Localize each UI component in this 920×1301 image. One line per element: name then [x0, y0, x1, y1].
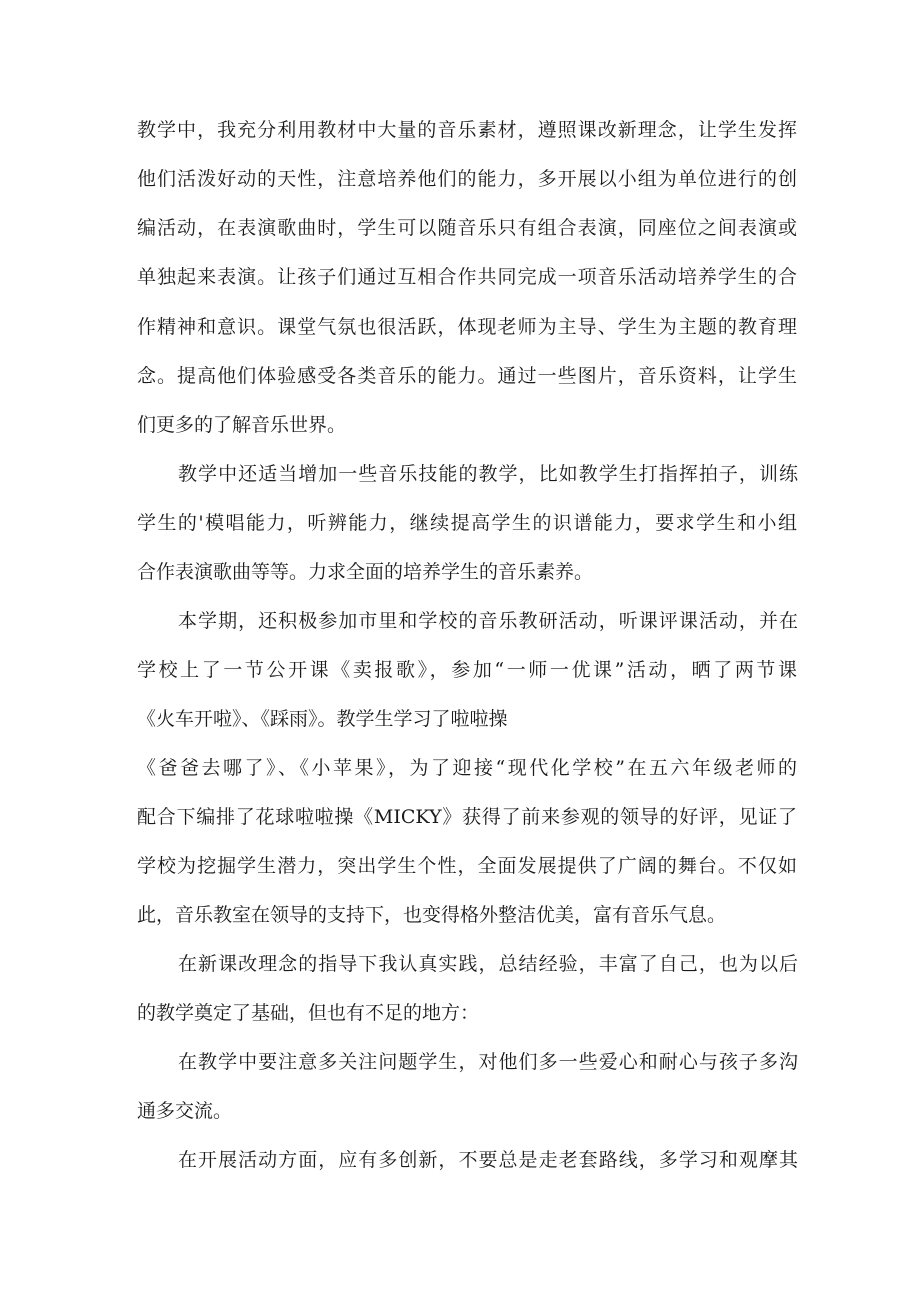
paragraph-first-line: 教学中还适当增加一些音乐技能的教学，比如教学生打指挥拍子，训练	[178, 463, 798, 485]
text-line: 学校为挖掘学生潜力，突出学生个性，全面发展提供了广阔的舞台。不仅如	[137, 855, 797, 877]
text-line: 配合下编排了花球啦啦操《MICKY》获得了前来参观的领导的好评，见证了	[137, 806, 797, 828]
paragraph-first-line: 在新课改理念的指导下我认真实践，总结经验，丰富了自己，也为以后	[178, 953, 798, 975]
text-line: 的教学奠定了基础，但也有不足的地方：	[137, 1002, 480, 1024]
text-line: 教学中，我充分利用教材中大量的音乐素材，遵照课改新理念，让学生发挥	[137, 119, 797, 141]
text-line: 编活动，在表演歌曲时，学生可以随音乐只有组合表演，同座位之间表演或	[137, 217, 797, 239]
text-line: 他们活泼好动的天性，注意培养他们的能力，多开展以小组为单位进行的创	[137, 168, 797, 190]
text-line: 通多交流。	[137, 1100, 233, 1122]
text-line: 念。提高他们体验感受各类音乐的能力。通过一些图片，音乐资料，让学生	[137, 365, 797, 387]
text-line: 此，音乐教室在领导的支持下，也变得格外整洁优美，富有音乐气息。	[137, 904, 727, 926]
text-line: 《火车开啦》、《踩雨》。教学生学习了啦啦操	[137, 708, 508, 730]
paragraph-first-line: 本学期，还积极参加市里和学校的音乐教研活动，听课评课活动，并在	[178, 610, 798, 632]
paragraph-first-line: 在教学中要注意多关注问题学生，对他们多一些爱心和耐心与孩子多沟	[178, 1051, 798, 1073]
text-line: 合作表演歌曲等等。力求全面的培养学生的音乐素养。	[137, 561, 594, 583]
text-line: 单独起来表演。让孩子们通过互相合作共同完成一项音乐活动培养学生的合	[137, 266, 797, 288]
text-line: 们更多的了解音乐世界。	[137, 414, 347, 436]
text-line: 学生的'模唱能力，听辨能力，继续提高学生的识谱能力，要求学生和小组	[137, 512, 797, 534]
text-line: 《爸爸去哪了》、《小苹果》，为了迎接“现代化学校”在五六年级老师的	[137, 757, 797, 779]
text-line: 学校上了一节公开课《卖报歌》，参加“一师一优课”活动，晒了两节课	[137, 659, 797, 681]
text-line: 作精神和意识。课堂气氛也很活跃，体现老师为主导、学生为主题的教育理	[137, 316, 797, 338]
paragraph-first-line: 在开展活动方面，应有多创新，不要总是走老套路线，多学习和观摩其	[178, 1149, 798, 1171]
